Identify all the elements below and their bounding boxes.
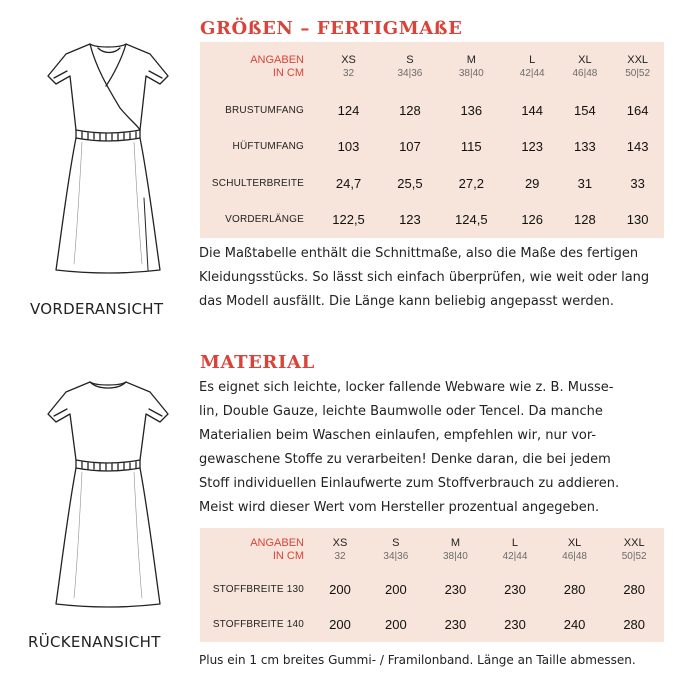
- material-line: Meist wird dieser Wert vom Hersteller prozentual angegeben.: [199, 500, 600, 515]
- size-name: XS: [332, 537, 348, 549]
- table-cell: 130: [626, 212, 649, 228]
- size-column-xxl: [604, 528, 664, 572]
- table-cell: 230: [504, 582, 526, 597]
- front-view-label: VORDERANSICHT: [30, 300, 164, 318]
- table-cell: 136: [460, 102, 483, 118]
- table-cell: 200: [329, 617, 351, 632]
- corner-line-2: IN CM: [272, 67, 304, 79]
- material-line: Stoff individuellen Einlaufwerte zum Stoffverbrauch zu addieren.: [199, 476, 620, 491]
- material-footnote: Plus ein 1 cm breites Gummi- / Framilonband. Länge an Taille abmessen.: [199, 653, 636, 667]
- size-range: 38|40: [458, 68, 484, 79]
- size-name: M: [466, 54, 476, 66]
- material-description: [199, 376, 619, 520]
- measurements-table: [200, 42, 664, 238]
- table-row: [200, 165, 664, 202]
- size-name: S: [392, 537, 400, 549]
- row-label-stoffbreite-140: STOFFBREITE 140: [212, 619, 304, 630]
- size-name: L: [529, 54, 536, 66]
- fabric-header-row: [200, 528, 664, 572]
- row-label-stoffbreite-130: STOFFBREITE 130: [212, 584, 304, 595]
- size-range: 32: [334, 551, 346, 562]
- table-cell: 200: [329, 582, 351, 597]
- table-cell: 200: [384, 582, 407, 597]
- table-cell: 280: [623, 617, 646, 632]
- size-name: XS: [341, 54, 356, 66]
- back-view-label: RÜCKENANSICHT: [28, 633, 161, 651]
- table-cell: 25,5: [397, 175, 423, 191]
- row-label-schulterbreite: SCHULTERBREITE: [211, 177, 304, 189]
- description-line: Kleidungsstücks. So lässt sich einfach überprüfen, wie weit oder lang: [199, 270, 650, 285]
- table-cell: 103: [337, 139, 360, 155]
- size-range: 46|48: [572, 68, 598, 79]
- table-cell: 133: [574, 139, 596, 155]
- table-cell: 24,7: [335, 175, 362, 191]
- table-cell: 31: [577, 175, 593, 191]
- size-column-l: [485, 528, 545, 572]
- table-cell: 122,5: [332, 212, 365, 228]
- table-cell: 124: [337, 102, 360, 118]
- size-column-l: [506, 42, 559, 92]
- table-cell: 27,2: [458, 175, 484, 191]
- size-range: 42|44: [519, 68, 545, 79]
- fabric-table: [200, 528, 664, 642]
- size-column-m: [426, 528, 486, 572]
- table-row: [200, 129, 664, 166]
- size-column-s: [366, 528, 426, 572]
- row-label-vorderlaenge: VORDERLÄNGE: [225, 214, 304, 226]
- row-label-brustumfang: BRUSTUMFANG: [225, 104, 304, 116]
- size-range: 34|36: [383, 551, 409, 562]
- table-row: [200, 572, 664, 607]
- size-name: XXL: [627, 54, 649, 66]
- description-line: Die Maßtabelle enthält die Schnittmaße, also die Maße des fertigen: [199, 246, 639, 261]
- corner-line-2: IN CM: [272, 550, 304, 562]
- corner-line-1: ANGABEN: [250, 54, 304, 66]
- row-label-hueftumfang: HÜFTUMFANG: [232, 141, 304, 153]
- measurements-heading: GRÖßEN – FERTIGMAßE: [200, 18, 463, 39]
- size-range: 32: [342, 68, 355, 79]
- size-column-m: [437, 42, 506, 92]
- table-row: [200, 202, 664, 239]
- size-name: XL: [567, 537, 582, 549]
- front-view-sketch: [38, 38, 178, 278]
- size-range: 34|36: [397, 68, 423, 79]
- table-cell: 115: [460, 139, 482, 155]
- size-name: S: [406, 54, 414, 66]
- material-line: Es eignet sich leichte, locker fallende Webware wie z. B. Musse-: [199, 380, 614, 395]
- table-cell: 144: [521, 102, 544, 118]
- table-cell: 164: [626, 102, 649, 118]
- table-row: [200, 607, 664, 642]
- table-cell: 123: [521, 139, 544, 155]
- table-cell: 154: [574, 102, 596, 118]
- size-column-xl: [559, 42, 612, 92]
- size-range: 38|40: [442, 551, 468, 562]
- table-cell: 123: [399, 212, 421, 228]
- fabric-corner-label: [200, 528, 314, 572]
- size-range: 42|44: [502, 551, 528, 562]
- table-cell: 280: [563, 582, 586, 597]
- size-name: XL: [578, 54, 592, 66]
- size-column-xs: [314, 42, 383, 92]
- table-cell: 128: [574, 212, 596, 228]
- table-cell: 126: [521, 212, 544, 228]
- measurements-header-row: [200, 42, 664, 92]
- table-cell: 124,5: [455, 212, 488, 228]
- back-view-sketch: [38, 376, 178, 616]
- table-cell: 107: [399, 139, 421, 155]
- table-row: [200, 92, 664, 129]
- measurements-corner-label: [200, 42, 314, 92]
- size-range: 50|52: [625, 68, 651, 79]
- table-cell: 280: [623, 582, 646, 597]
- material-line: lin, Double Gauze, leichte Baumwolle oder Tencel. Da manche: [199, 404, 603, 419]
- material-line: gewaschene Stoffe zu verarbeiten! Denke daran, die bei jedem: [199, 452, 611, 467]
- size-column-xxl: [611, 42, 664, 92]
- size-column-s: [383, 42, 437, 92]
- material-heading: MATERIAL: [200, 352, 315, 373]
- table-cell: 230: [444, 617, 467, 632]
- size-name: L: [511, 537, 519, 549]
- table-cell: 33: [630, 175, 645, 191]
- table-cell: 29: [524, 175, 540, 191]
- description-line: das Modell ausfällt. Die Länge kann beliebig angepasst werden.: [199, 294, 615, 309]
- size-column-xs: [314, 528, 366, 572]
- table-cell: 230: [444, 582, 467, 597]
- table-cell: 143: [626, 139, 649, 155]
- size-column-xl: [545, 528, 605, 572]
- table-cell: 128: [399, 102, 421, 118]
- material-line: Materialien beim Waschen einlaufen, empfehlen wir, nur vor-: [199, 428, 597, 443]
- corner-line-1: ANGABEN: [250, 537, 304, 549]
- size-range: 46|48: [562, 551, 587, 562]
- measurements-description: [199, 242, 649, 314]
- size-range: 50|52: [621, 551, 647, 562]
- table-cell: 230: [504, 617, 526, 632]
- size-name: XXL: [623, 537, 645, 549]
- table-cell: 240: [563, 617, 586, 632]
- size-name: M: [450, 537, 460, 549]
- table-cell: 200: [384, 617, 407, 632]
